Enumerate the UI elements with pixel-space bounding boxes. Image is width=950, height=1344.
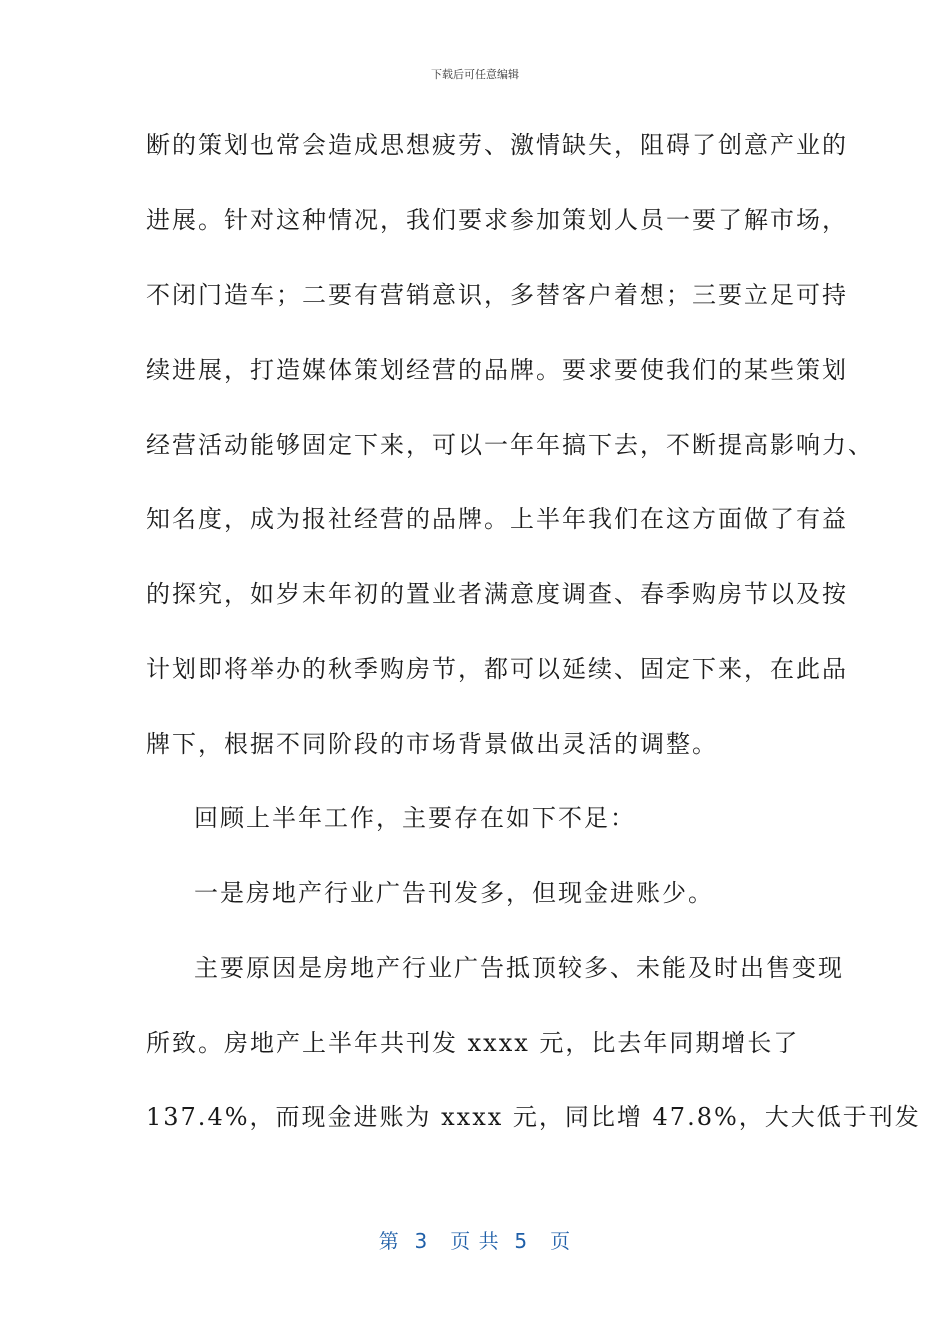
body-line: 知名度，成为报社经营的品牌。上半年我们在这方面做了有益 bbox=[146, 505, 848, 533]
paragraph-line: 主要原因是房地产行业广告抵顶较多、未能及时出售变现 bbox=[194, 954, 844, 982]
body-line: 经营活动能够固定下来，可以一年年搞下去，不断提高影响力、 bbox=[146, 431, 874, 459]
page-header: 下载后可任意编辑 bbox=[431, 68, 519, 81]
page-number-footer: 第 3 页 共 5 页 bbox=[378, 1229, 572, 1253]
paragraph-line: 回顾上半年工作，主要存在如下不足： bbox=[194, 804, 636, 832]
body-line: 所致。房地产上半年共刊发 xxxx 元，比去年同期增长了 bbox=[146, 1029, 800, 1057]
body-line: 牌下，根据不同阶段的市场背景做出灵活的调整。 bbox=[146, 730, 718, 758]
body-line: 137.4%，而现金进账为 xxxx 元，同比增 47.8%，大大低于刊发 bbox=[146, 1103, 921, 1131]
body-line: 不闭门造车；二要有营销意识，多替客户着想；三要立足可持 bbox=[146, 281, 848, 309]
body-line: 的探究，如岁末年初的置业者满意度调查、春季购房节以及按 bbox=[146, 580, 848, 608]
body-line: 计划即将举办的秋季购房节，都可以延续、固定下来，在此品 bbox=[146, 655, 848, 683]
body-line: 续进展，打造媒体策划经营的品牌。要求要使我们的某些策划 bbox=[146, 356, 848, 384]
body-line: 进展。针对这种情况，我们要求参加策划人员一要了解市场， bbox=[146, 206, 848, 234]
body-line: 断的策划也常会造成思想疲劳、激情缺失，阻碍了创意产业的 bbox=[146, 131, 848, 159]
paragraph-line: 一是房地产行业广告刊发多，但现金进账少。 bbox=[194, 879, 714, 907]
